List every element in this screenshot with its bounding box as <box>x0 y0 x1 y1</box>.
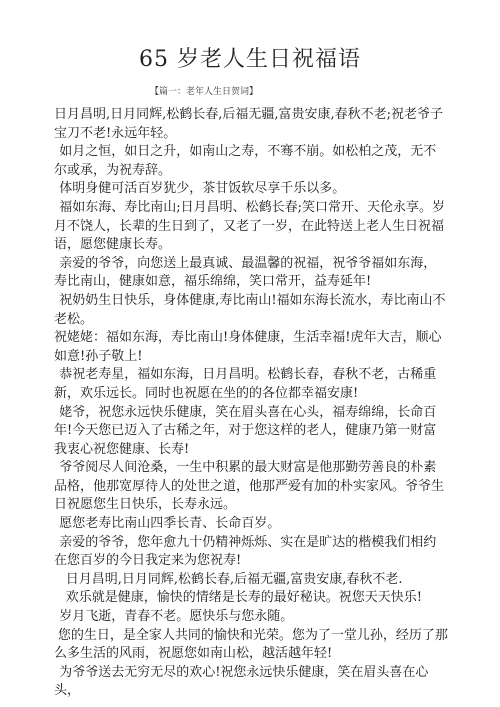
paragraph: 为爷爷送去无穷无尽的欢心!祝您永远快乐健康，笑在眉头喜在心头， <box>54 664 429 699</box>
paragraph: 姥爷，祝您永远快乐健康，笑在眉头喜在心头，福寿绵绵，长命百年!今天您已迈入了古稀之年，对于您这样的老人，健康乃第一财富我衷心祝您健康、长寿! <box>54 404 437 457</box>
paragraph: 日月昌明,日月同辉,松鹤长春,后福无疆,富贵安康,春秋不老. <box>65 571 403 587</box>
paragraph: 愿您老寿比南山四季长青、长命百岁。 <box>59 516 281 532</box>
paragraph: 福如东海、寿比南山;日月昌明、松鹤长春;笑口常开、天伦永享。岁月不饶人，长辈的生日到了，又老了一岁，在此特送上老人生日祝福语，愿您健康长寿。 <box>54 199 445 253</box>
paragraph: 爷爷阅尽人间沧桑，一生中积累的最大财富是他那勤劳善良的朴素品格，他那宽厚待人的处世之道，他那严爱有加的朴实家风。爷爷生日祝愿您生日快乐，长寿永远。 <box>54 460 445 513</box>
paragraph: 如月之恒，如日之升，如南山之寿，不骞不崩。如松柏之茂，无不尔或承，为祝寿辞。 <box>54 144 437 178</box>
paragraph: 祝姥姥：福如东海，寿比南山!身体健康，生活幸福!虎年大吉，顺心如意!孙子敬上! <box>54 330 442 364</box>
paragraph: 欢乐就是健康，愉快的情绪是长寿的最好秘诀。祝您天天快乐! <box>65 590 422 606</box>
paragraph: 恭祝老寿星，福如东海，日月昌明。松鹤长春，春秋不老，古稀重新，欢乐远长。同时也祝愿在坐的的各位都幸福安康! <box>54 367 437 401</box>
paragraph: 亲爱的爷爷，您年愈九十仍精神烁烁、实在是旷达的楷模我们相约在您百岁的今日我定来为您祝寿! <box>54 534 437 569</box>
document-body <box>54 106 448 701</box>
paragraph: 您的生日，是全家人共同的愉快和光荣。您为了一堂儿孙，经历了那么多生活的风雨，祝愿您如南山松，越活越年轻! <box>54 627 448 662</box>
paragraph: 岁月飞逝，青春不老。愿快乐与您永随。 <box>59 609 294 625</box>
paragraph: 体明身健可活百岁犹少，茶甘饭软尽享千乐以多。 <box>59 181 346 197</box>
page-title: 65 岁老人生日祝福语 <box>139 47 361 72</box>
paragraph: 亲爱的爷爷，向您送上最真诚、最温馨的祝福，祝爷爷福如东海，寿比南山，健康如意，福乐绵绵，笑口常开，益寿延年! <box>54 255 437 290</box>
section-subtitle: 【篇一：老年人生日贺词】 <box>150 87 259 97</box>
paragraph: 日月昌明,日月同辉,松鹤长春,后福无疆,富贵安康,春秋不老;祝老爷子宝刀不老!永远年轻。 <box>54 107 444 141</box>
paragraph: 祝奶奶生日快乐，身体健康,寿比南山!福如东海长流水，寿比南山不老松。 <box>54 292 446 327</box>
